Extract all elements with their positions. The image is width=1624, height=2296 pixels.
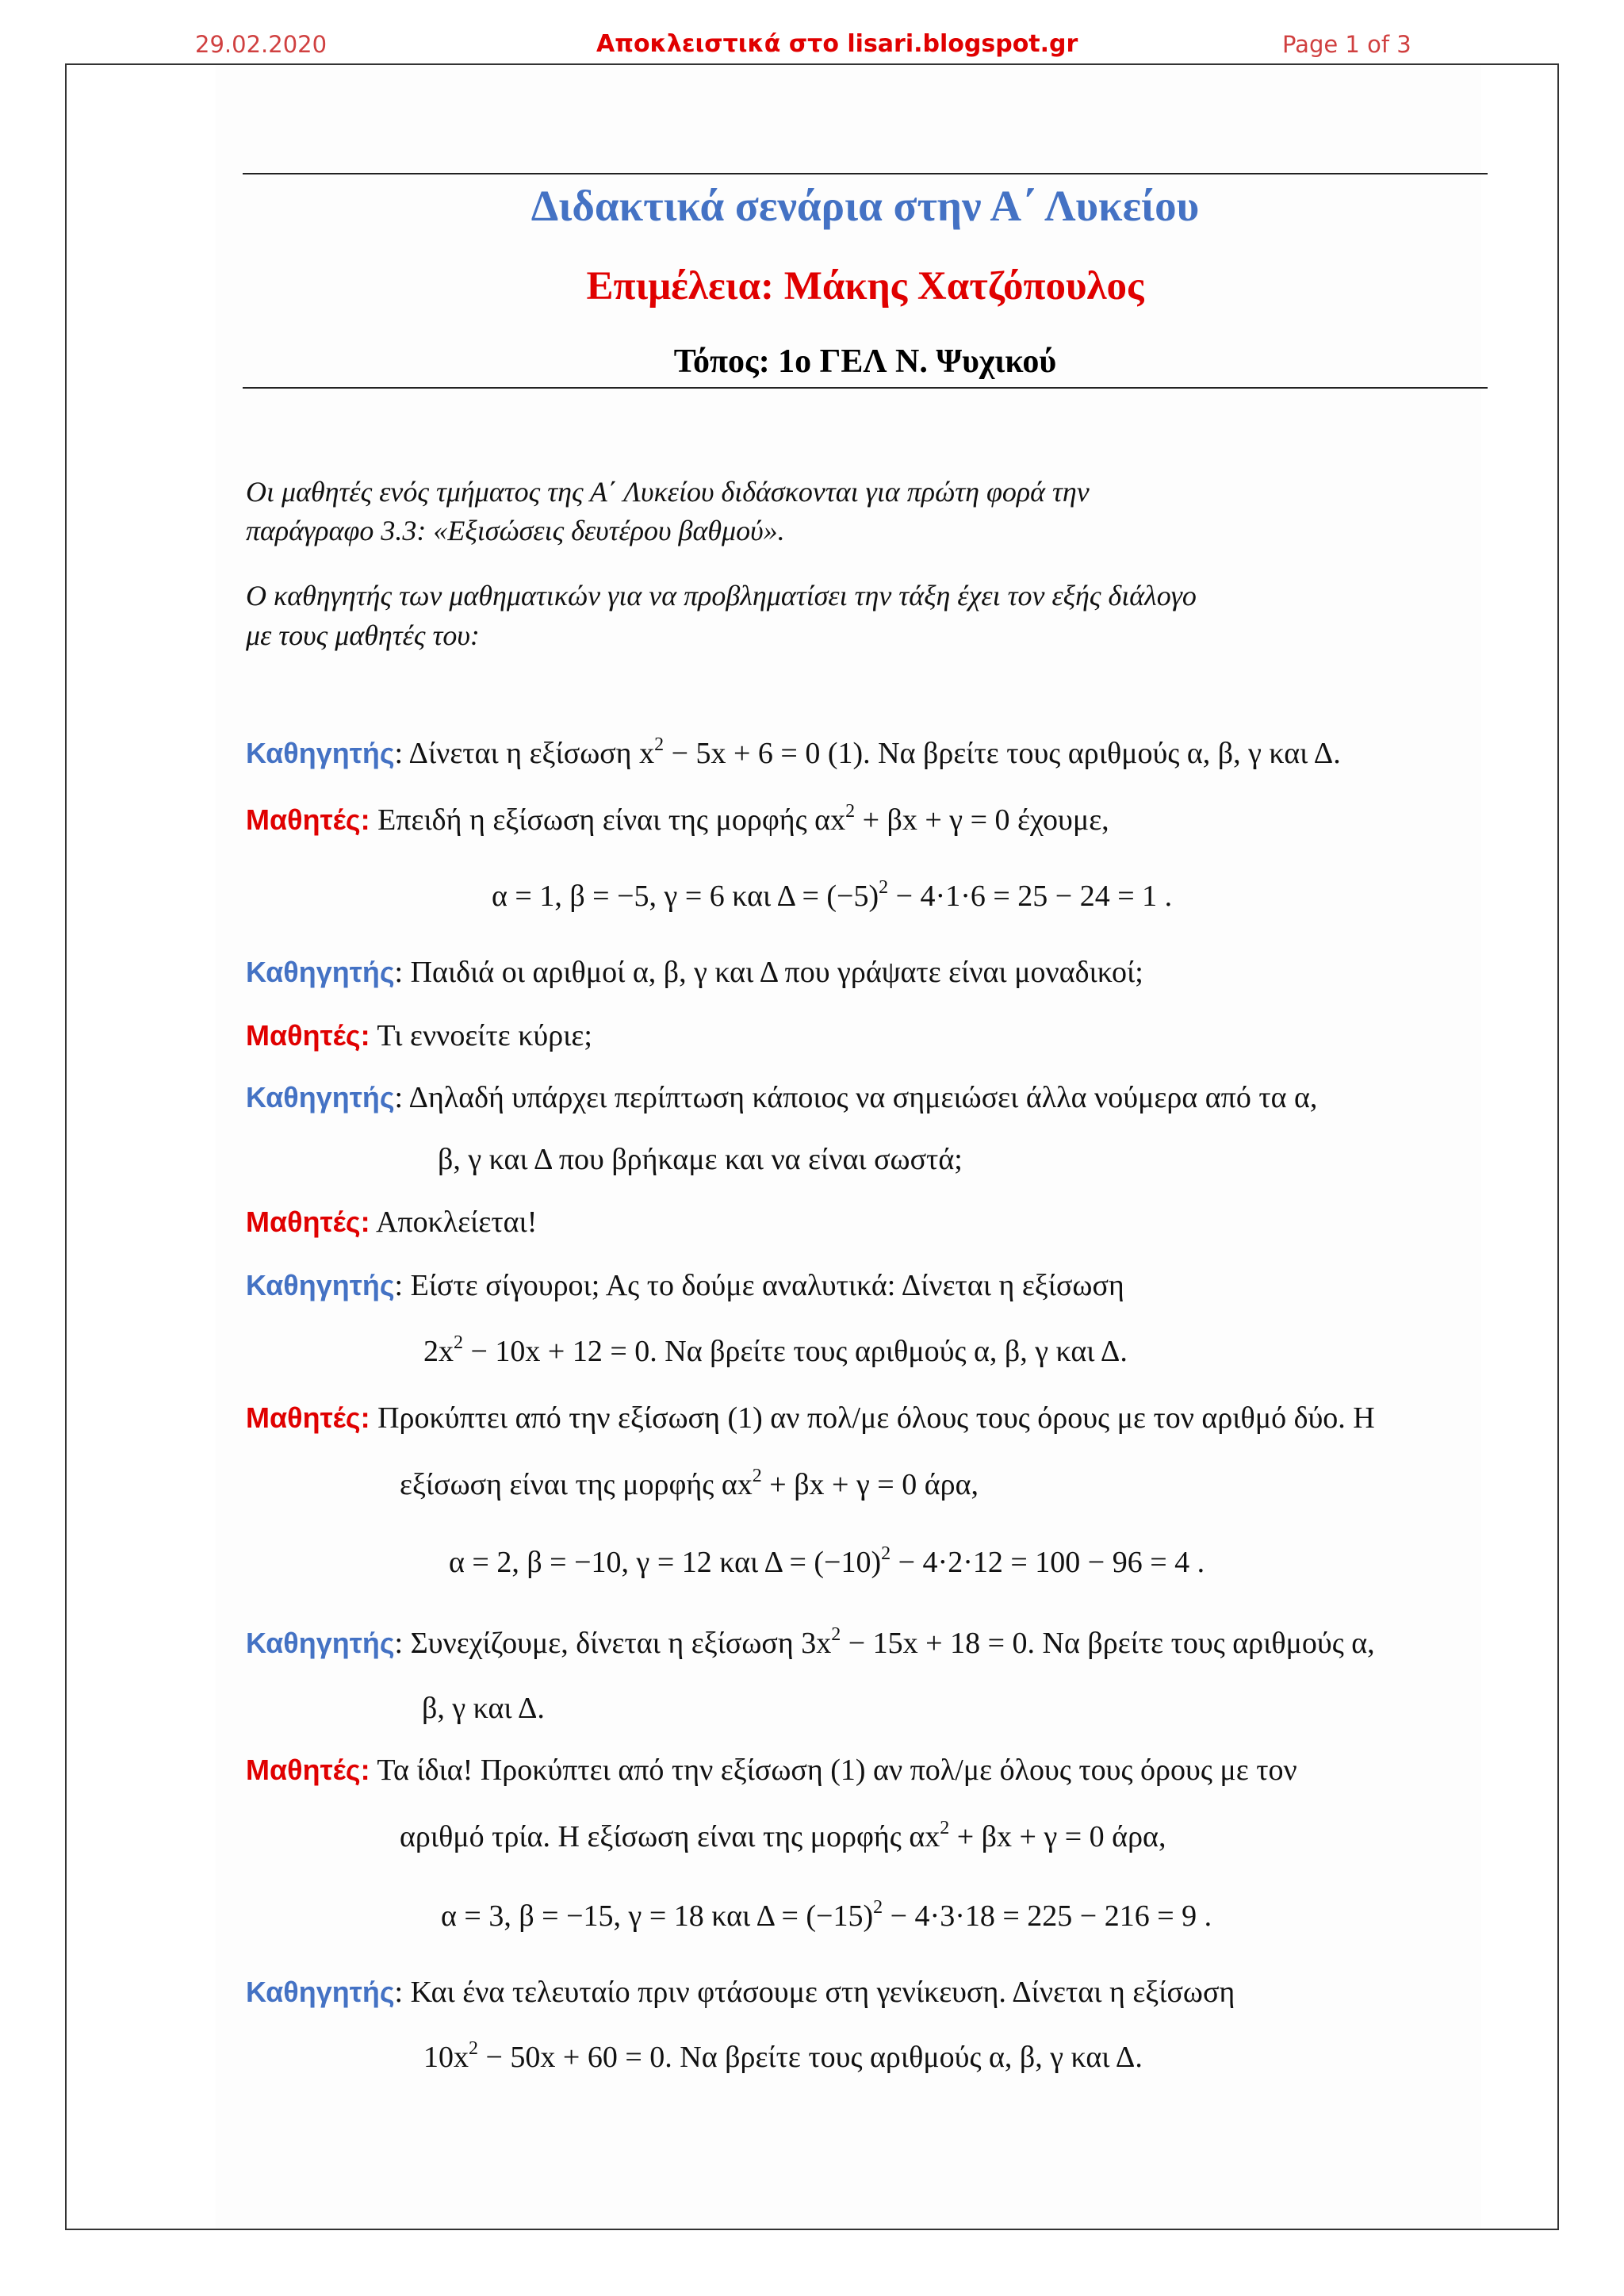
equation-part: − 4·3·18 = 225 − 216 = 9 . <box>883 1899 1212 1933</box>
exponent: 2 <box>654 734 665 755</box>
dialogue-text: : Συνεχίζουμε, δίνεται η εξίσωση <box>394 1627 802 1660</box>
exponent: 2 <box>873 1897 883 1918</box>
dialogue-text: : Παιδιά οι αριθμοί α, β, γ και Δ που γράψατε είναι μοναδικοί; <box>394 956 1143 989</box>
title-top-rule <box>243 173 1488 174</box>
document-title: Διδακτικά σενάρια στην Α΄ Λυκείου <box>530 182 1200 230</box>
exponent: 2 <box>454 1332 463 1353</box>
equation-part: 2x <box>423 1335 454 1368</box>
speaker-teacher: Καθηγητής <box>246 1269 395 1301</box>
dialogue-text: (1). Να βρείτε τους αριθμούς α, β, γ και Δ. <box>827 737 1341 770</box>
header-date: 29.02.2020 <box>195 31 327 58</box>
dialogue-line <box>246 1750 1297 1791</box>
equation-part: αx <box>814 803 846 837</box>
dialogue-line <box>246 733 1341 778</box>
exponent: 2 <box>881 1543 891 1564</box>
equation <box>801 1624 1028 1660</box>
equation-part: − 4·2·12 = 100 − 96 = 4 . <box>891 1546 1205 1579</box>
dialogue-line <box>246 1202 537 1243</box>
intro-line: Οι μαθητές ενός τμήματος της Α΄ Λυκείου διδάσκονται για πρώτη φορά την <box>246 476 1090 508</box>
title-bottom-rule <box>243 387 1488 389</box>
dialogue-text: . Να βρείτε τους αριθμούς α, <box>1027 1627 1375 1660</box>
dialogue-line <box>423 1331 1128 1376</box>
equation-line <box>492 876 1172 921</box>
dialogue-line <box>400 1464 979 1509</box>
equation-part: α = 2, β = −10, γ = 12 και Δ = (−10) <box>449 1546 882 1579</box>
speaker-teacher: Καθηγητής <box>246 1976 395 2008</box>
speaker-teacher: Καθηγητής <box>246 956 395 988</box>
equation-part: αx <box>721 1468 753 1501</box>
intro-line: Ο καθηγητής των μαθηματικών για να προβληματίσει την τάξη έχει τον εξής διάλογο <box>246 580 1197 611</box>
equation <box>814 803 1017 837</box>
dialogue-text: αριθμό τρία. Η εξίσωση είναι της μορφής <box>400 1820 910 1853</box>
speaker-teacher: Καθηγητής <box>246 737 395 769</box>
dialogue-line <box>246 1015 592 1056</box>
dialogue-line <box>246 1265 1124 1306</box>
equation-part: − 10x + 12 = 0 <box>463 1335 650 1368</box>
exponent: 2 <box>469 2038 478 2059</box>
dialogue-text: . Να βρείτε τους αριθμούς α, β, γ και Δ. <box>665 2041 1143 2074</box>
dialogue-text: β, γ και Δ. <box>422 1692 545 1725</box>
dialogue-line <box>423 2037 1143 2082</box>
dialogue-line <box>246 952 1143 993</box>
intro-line: με τους μαθητές του: <box>246 619 480 651</box>
exponent: 2 <box>940 1818 950 1838</box>
exponent: 2 <box>845 801 856 822</box>
equation-part: − 4·1·6 = 25 − 24 = 1 . <box>888 880 1173 913</box>
exponent: 2 <box>752 1466 762 1486</box>
equation-part: α = 3, β = −15, γ = 18 και Δ = (−15) <box>441 1899 874 1933</box>
dialogue-line <box>246 1623 1375 1668</box>
equation-part: − 5x + 6 = 0 <box>664 737 828 770</box>
speaker-students: Μαθητές: <box>246 1401 370 1434</box>
equation <box>722 1468 925 1501</box>
dialogue-text: Αποκλείεται! <box>370 1205 538 1239</box>
dialogue-text: Τα ίδια! Προκύπτει από την εξίσωση (1) αν πολ/με όλους τους όρους με τον <box>370 1754 1297 1787</box>
dialogue-line <box>246 1397 1375 1439</box>
dialogue-text: β, γ και Δ που βρήκαμε και να είναι σωστά; <box>438 1143 963 1176</box>
document-place: Τόπος: 1ο ΓΕΛ Ν. Ψυχικού <box>673 343 1057 380</box>
equation-part: − 50x + 60 = 0 <box>478 2041 665 2074</box>
dialogue-text: : Είστε σίγουροι; Ας το δούμε αναλυτικά: Δίνεται η εξίσωση <box>394 1269 1124 1302</box>
equation <box>909 1820 1112 1853</box>
dialogue-text: Επειδή η εξίσωση είναι της μορφής <box>370 803 815 837</box>
equation-part: + βx + γ = 0 <box>855 803 1018 837</box>
speaker-students: Μαθητές: <box>246 1019 370 1052</box>
dialogue-text: : Και ένα τελευταίο πριν φτάσουμε στη γενίκευση. Δίνεται η εξίσωση <box>394 1976 1235 2009</box>
document-editor: Επιμέλεια: Μάκης Χατζόπουλος <box>586 264 1144 309</box>
equation <box>423 2038 665 2074</box>
exponent: 2 <box>831 1624 841 1645</box>
header-source: Αποκλειστικά στο lisari.blogspot.gr <box>596 30 1078 58</box>
equation <box>639 734 828 770</box>
equation-line <box>449 1542 1205 1587</box>
speaker-teacher: Καθηγητής <box>246 1627 395 1659</box>
dialogue-text: . Να βρείτε τους αριθμούς α, β, γ και Δ. <box>649 1335 1128 1368</box>
equation-part: αx <box>909 1820 940 1853</box>
dialogue-text: Τι εννοείτε κύριε; <box>370 1019 592 1052</box>
speaker-teacher: Καθηγητής <box>246 1081 395 1114</box>
dialogue-text: εξίσωση είναι της μορφής <box>400 1468 722 1501</box>
equation-part: + βx + γ = 0 <box>761 1468 925 1501</box>
equation-part: + βx + γ = 0 <box>949 1820 1113 1853</box>
dialogue-text: άρα, <box>1112 1820 1166 1853</box>
dialogue-text: έχουμε, <box>1017 803 1109 837</box>
equation-part: x <box>639 737 655 770</box>
header-page-number: Page 1 of 3 <box>1282 31 1411 58</box>
dialogue-line <box>246 799 1109 845</box>
speaker-students: Μαθητές: <box>246 803 370 836</box>
dialogue-line <box>400 1816 1166 1861</box>
equation-part: α = 1, β = −5, γ = 6 και Δ = (−5) <box>492 880 879 913</box>
equation-part: − 15x + 18 = 0 <box>841 1627 1028 1660</box>
dialogue-text: άρα, <box>924 1468 979 1501</box>
dialogue-line <box>246 1077 1317 1118</box>
exponent: 2 <box>879 877 889 898</box>
intro-line: παράγραφο 3.3: «Εξισώσεις δευτέρου βαθμού». <box>246 515 785 546</box>
equation <box>423 1332 650 1368</box>
dialogue-text: : Δίνεται η εξίσωση <box>394 737 640 770</box>
equation-part: 10x <box>423 2041 469 2074</box>
equation-line <box>441 1895 1212 1941</box>
speaker-students: Μαθητές: <box>246 1754 370 1786</box>
dialogue-text: : Δηλαδή υπάρχει περίπτωση κάποιος να σημειώσει άλλα νούμερα από τα α, <box>394 1081 1318 1114</box>
speaker-students: Μαθητές: <box>246 1205 370 1238</box>
equation-part: 3x <box>801 1627 832 1660</box>
dialogue-text: Προκύπτει από την εξίσωση (1) αν πολ/με όλους τους όρους με τον αριθμό δύο. Η <box>370 1401 1375 1435</box>
dialogue-line <box>246 1972 1235 2013</box>
